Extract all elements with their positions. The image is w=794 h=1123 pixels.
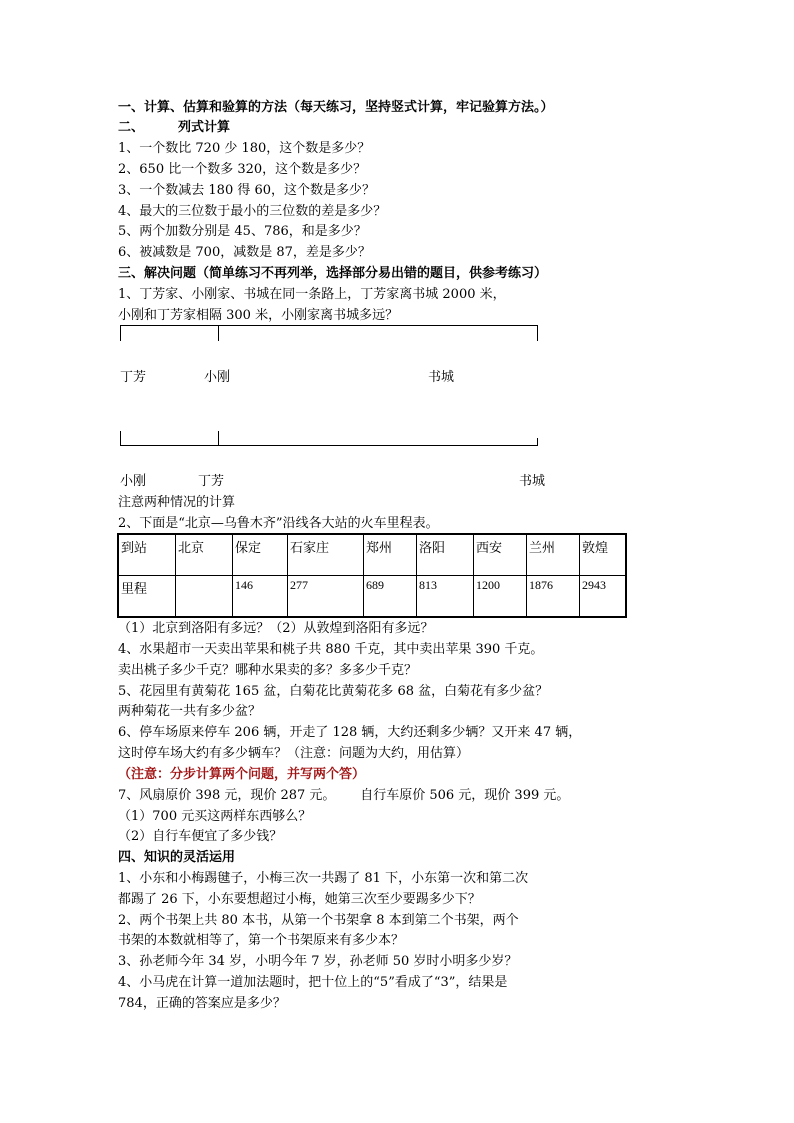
- apply-line-3: 2、两个书架上共 80 本书，从第一个书架拿 8 本到第二个书架，两个: [118, 913, 519, 928]
- heading-2-number: 二、: [118, 120, 145, 135]
- problem-1-line-1: 1、丁芳家、小刚家、书城在同一条路上，丁芳家离书城 2000 米，: [118, 287, 506, 302]
- problem-7-line-1: 7、风扇原价 398 元，现价 287 元。 自行车原价 506 元，现价 399 元。: [118, 788, 570, 803]
- apply-line-1: 1、小东和小梅踢毽子，小梅三次一共踢了 81 下，小东第一次和第二次: [118, 871, 529, 886]
- apply-line-5: 3、孙老师今年 34 岁，小明今年 7 岁，孙老师 50 岁时小明多少岁？: [118, 954, 518, 969]
- problem-5-line-2: 两种菊花一共有多少盆？: [118, 704, 262, 719]
- table-cell: 北京: [176, 534, 233, 576]
- apply-line-4: 书架的本数就相等了，第一个书架原来有多少本？: [118, 933, 405, 948]
- problem-1-line-2: 小刚和丁芳家相隔 300 米，小刚家离书城多远？: [118, 308, 399, 323]
- table-cell: 石家庄: [288, 534, 364, 576]
- table-cell: 1876: [527, 576, 580, 618]
- problem-2-question: （1）北京到洛阳有多远？（2）从敦煌到洛阳有多远？: [118, 621, 434, 636]
- problem-7-q1: （1）700 元买这两样东西够么？: [118, 809, 312, 824]
- table-cell: 813: [417, 576, 474, 618]
- problem-2-intro: 2、下面是“北京—乌鲁木齐”沿线各大站的火车里程表。: [118, 516, 439, 531]
- diagram-1-tick-mid: [218, 325, 219, 341]
- mileage-table: [117, 533, 627, 618]
- table-row: [118, 576, 626, 618]
- heading-2: [118, 118, 230, 138]
- problem-5-line-1: 5、花园里有黄菊花 165 盆，白菊花比黄菊花多 68 盆，白菊花有多少盆？: [118, 684, 549, 699]
- diagram-1-label-c: 书城: [428, 370, 455, 385]
- problem-6-line-1: 6、停车场原来停车 206 辆，开走了 128 辆，大约还剩多少辆？又开来 47 辆，: [118, 725, 582, 740]
- table-cell: 到站: [118, 534, 176, 576]
- table-cell: [176, 576, 233, 618]
- diagram-2-label-b: 丁芳: [198, 474, 225, 489]
- diagram-1-tick-left: [120, 325, 121, 341]
- table-cell: 保定: [233, 534, 288, 576]
- apply-line-6: 4、小马虎在计算一道加法题时，把十位上的“5”看成了“3”，结果是: [118, 975, 508, 990]
- apply-line-7: 784，正确的答案应是多少？: [118, 996, 286, 1011]
- diagram-2-tick-left: [120, 431, 121, 446]
- table-cell: 1200: [474, 576, 527, 618]
- diagram-2-label-c: 书城: [519, 474, 546, 489]
- problem-6-note: （注意：分步计算两个问题，并写两个答）: [118, 767, 366, 782]
- diagram-1-label-a: 丁芳: [120, 370, 147, 385]
- problem-4-line-1: 4、水果超市一天卖出苹果和桃子共 880 千克，其中卖出苹果 390 千克。: [118, 642, 544, 657]
- heading-2-title: 列式计算: [178, 120, 231, 135]
- diagram-1-line: [120, 325, 538, 326]
- diagram-1-tick-right: [537, 325, 538, 341]
- problem-1-note: 注意两种情况的计算: [118, 495, 236, 510]
- heading-1: 一、计算、估算和验算的方法（每天练习，坚持竖式计算，牢记验算方法。）: [118, 100, 554, 115]
- calc-item-3: 3、一个数减去 180 得 60，这个数是多少？: [118, 183, 376, 198]
- calc-item-5: 5、两个加数分别是 45、786，和是多少？: [118, 224, 367, 239]
- table-cell: 277: [288, 576, 364, 618]
- table-cell: 郑州: [364, 534, 417, 576]
- table-cell: 西安: [474, 534, 527, 576]
- diagram-2-label-a: 小刚: [120, 474, 147, 489]
- heading-4: 四、知识的灵活运用: [118, 850, 236, 865]
- table-cell: 2943: [580, 576, 627, 618]
- table-cell: 689: [364, 576, 417, 618]
- diagram-2-tick-right: [537, 438, 538, 446]
- calc-item-6: 6、被减数是 700，减数是 87，差是多少？: [118, 245, 371, 260]
- diagram-1-label-b: 小刚: [204, 370, 231, 385]
- calc-item-4: 4、最大的三位数于最小的三位数的差是多少？: [118, 204, 387, 219]
- table-row: [118, 534, 626, 576]
- table-cell: 兰州: [527, 534, 580, 576]
- calc-item-1: 1、一个数比 720 少 180，这个数是多少？: [118, 141, 371, 156]
- problem-6-line-2: 这时停车场大约有多少辆车？（注意：问题为大约，用估算）: [118, 746, 470, 761]
- diagram-2-tick-mid: [218, 431, 219, 446]
- problem-7-q2: （2）自行车便宜了多少钱？: [118, 829, 283, 844]
- problem-4-line-2: 卖出桃子多少千克？哪种水果卖的多？多多少千克？: [118, 663, 418, 678]
- apply-line-2: 都踢了 26 下，小东要想超过小梅，她第三次至少要踢多少下？: [118, 892, 481, 907]
- table-cell: 洛阳: [417, 534, 474, 576]
- calc-item-2: 2、650 比一个数多 320，这个数是多少？: [118, 162, 367, 177]
- diagram-2-line: [120, 445, 538, 446]
- heading-3: 三、解决问题（简单练习不再列举，选择部分易出错的题目，供参考练习）: [118, 266, 548, 281]
- table-cell: 里程: [118, 576, 176, 618]
- table-cell: 146: [233, 576, 288, 618]
- table-cell: 敦煌: [580, 534, 627, 576]
